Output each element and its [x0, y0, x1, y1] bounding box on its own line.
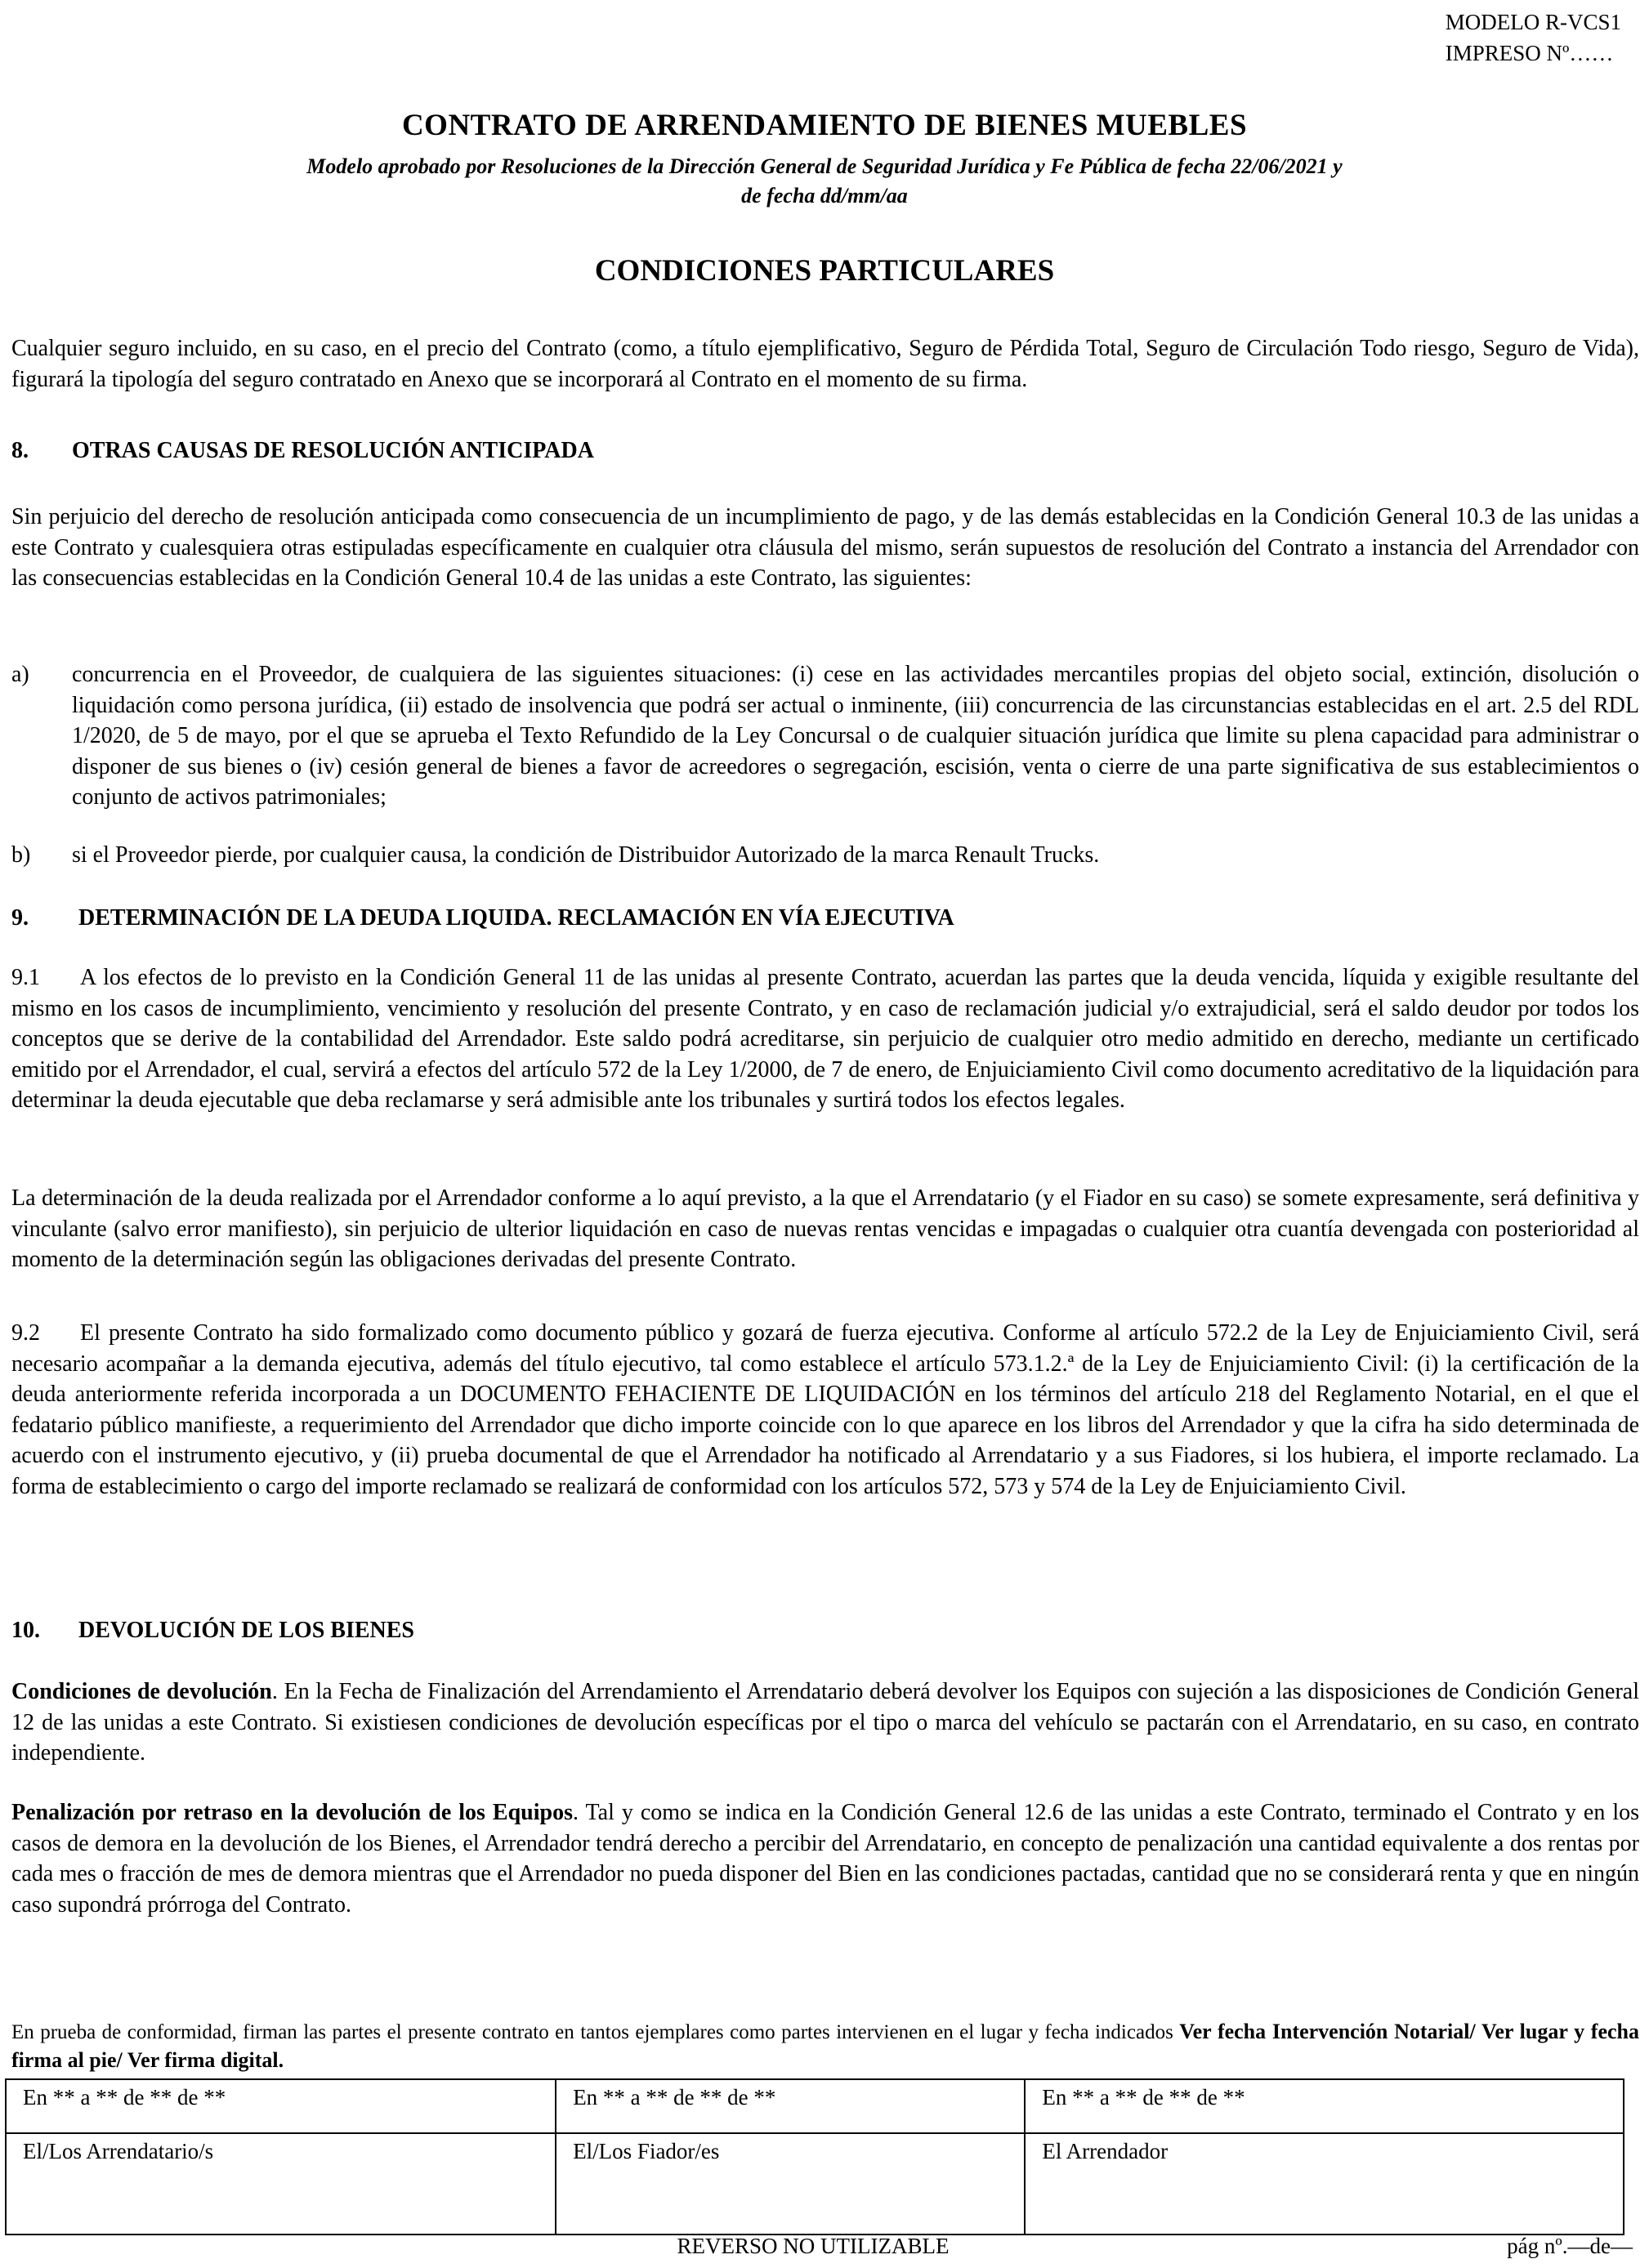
model-code: MODELO R-VCS1: [1445, 10, 1621, 34]
return-conditions-text: . En la Fecha de Finalización del Arrendamiento el Arrendatario deberá devolver los Equipos con sujeción a las disposiciones de Condición General 12 de las unidas a este Contrato. Si existiesen condiciones de devolución específicas por el tipo o marca del vehículo se pactarán con el Arrendatario, en su caso, en contrato independiente.: [11, 1679, 1639, 1766]
page-number: pág nº.—de—: [1507, 2234, 1633, 2258]
section-9-2-number: 9.2: [11, 1320, 40, 1346]
section-8-heading: [11, 438, 594, 464]
document-subtitle: CONDICIONES PARTICULARES: [594, 254, 1055, 288]
print-number: IMPRESO Nº……: [1445, 41, 1614, 65]
section-10-title: DEVOLUCIÓN DE LOS BIENES: [78, 1618, 414, 1643]
signature-intro-text: En prueba de conformidad, firman las partes el presente contrato en tantos ejemplares como partes intervienen en el lugar y fecha indicados: [11, 2021, 1180, 2043]
signature-date-cell-1[interactable]: En ** a ** de ** de **: [6, 2079, 556, 2133]
section-8-number: 8.: [11, 438, 29, 463]
section-9-determination-paragraph: La determinación de la deuda realizada por el Arrendador conforme a lo aquí previsto, a la que el Arrendatario (y el Fiador en su caso) se somete expresamente, será definitiva y vinculante (salvo error manifiesto), sin perjuicio de ulterior liquidación en caso de nuevas rentas vencidas e impagadas o cualquier otra cuantía devengada con posterioridad al momento de la determinación según las obligaciones derivadas del presente Contrato.: [11, 1185, 1639, 1272]
signature-date-cell-3[interactable]: En ** a ** de ** de **: [1025, 2079, 1624, 2133]
insurance-paragraph: Cualquier seguro incluido, en su caso, en el precio del Contrato (como, a título ejemplificativo, Seguro de Pérdida Total, Seguro de Circulación Todo riesgo, Seguro de Vida), figurará la tipología del seguro contratado en Anexo que se incorporará al Contrato en el momento de su firma.: [11, 336, 1639, 392]
section-8-title: OTRAS CAUSAS DE RESOLUCIÓN ANTICIPADA: [72, 438, 594, 463]
section-10-heading: [11, 1618, 414, 1644]
signature-table: [5, 2078, 1624, 2235]
signature-date-row: [6, 2079, 1624, 2133]
approval-note-line-1: Modelo aprobado por Resoluciones de la Dirección General de Seguridad Jurídica y Fe Pública de fecha 22/06/2021 y: [306, 154, 1343, 178]
section-9-title: DETERMINACIÓN DE LA DEUDA LIQUIDA. RECLAMACIÓN EN VÍA EJECUTIVA: [78, 905, 954, 931]
item-a-text: concurrencia en el Proveedor, de cualquiera de las siguientes situaciones: (i) cese en las actividades mercantiles propias del objeto social, extinción, disolución o liquidación como persona jurídica, (ii) estado de insolvencia que podrá ser actual o inminente, (iii) concurrencia de las circunstancias establecidas en el art. 2.5 del RDL 1/2020, de 5 de mayo, por el que se aprueba el Texto Refundido de la Ley Concursal o de cualquier situación jurídica que limite su plena capacidad para administrar o disponer de sus bienes o (iv) cesión general de bienes a favor de acreedores o segregación, escisión, venta o cierre de una parte significativa de sus establecimientos o conjunto de activos patrimoniales;: [72, 662, 1639, 810]
signature-cell-guarantor[interactable]: El/Los Fiador/es: [556, 2133, 1025, 2235]
section-9-2-text: El presente Contrato ha sido formalizado como documento público y gozará de fuerza ejecutiva. Conforme al artículo 572.2 de la Ley de Enjuiciamiento Civil, será necesario acompañar a la demanda ejecutiva, además del título ejecutivo, tal como establece el artículo 573.1.2.ª de la Ley de Enjuiciamiento Civil: (i) la certificación de la deuda anteriormente referida incorporada a un DOCUMENTO FEHACIENTE DE LIQUIDACIÓN en los términos del artículo 218 del Reglamento Notarial, en el que el fedatario público manifieste, a requerimiento del Arrendador que dicho importe coincide con lo que aparece en los libros del Arrendador y que la cifra ha sido determinada de acuerdo con el instrumento ejecutivo, y (ii) prueba documental de que el Arrendador ha notificado al Arrendatario y a sus Fiadores, si los hubiera, el importe reclamado. La forma de establecimiento o cargo del importe reclamado se realizará de conformidad con los artículos 572, 573 y 574 de la Ley de Enjuiciamiento Civil.: [11, 1320, 1639, 1499]
section-9-1-number: 9.1: [11, 965, 40, 990]
section-9-2-paragraph: [11, 1318, 1639, 1502]
section-8-paragraph: Sin perjuicio del derecho de resolución anticipada como consecuencia de un incumplimiento de pago, y de las demás establecidas en la Condición General 10.3 de las unidas a este Contrato y cualesquiera otras estipuladas específicamente en cualquier otra cláusula del mismo, serán supuestos de resolución del Contrato a instancia del Arrendador con las consecuencias establecidas en la Condición General 10.4 de las unidas a este Contrato, las siguientes:: [11, 504, 1639, 591]
late-return-penalty-paragraph: [11, 1797, 1639, 1920]
item-a-marker: a): [11, 662, 29, 687]
approval-note-line-2: de fecha dd/mm/aa: [741, 184, 908, 208]
late-return-penalty-text: . Tal y como se indica en la Condición General 12.6 de las unidas a este Contrato, terminado el Contrato y en los casos de demora en la devolución de los Bienes, el Arrendador tendrá derecho a percibir del Arrendatario, en concepto de penalización una cantidad equivalente a dos rentas por cada mes o fracción de mes de demora mientras que el Arrendador no pueda disponer del Bien en las condiciones pactadas, cantidad que no se considerará renta y que en ningún caso supondrá prórroga del Contrato.: [11, 1800, 1640, 1918]
section-9-1-text: A los efectos de lo previsto en la Condición General 11 de las unidas al presente Contrato, acuerdan las partes que la deuda vencida, líquida y exigible resultante del mismo en los casos de incumplimiento, vencimiento y resolución del presente Contrato, y en caso de reclamación judicial y/o extrajudicial, será el saldo deudor por todos los conceptos que se derive de la contabilidad del Arrendador. Este saldo podrá acreditarse, sin perjuicio de cualquier otro medio admitido en derecho, mediante un certificado emitido por el Arrendador, el cual, servirá a efectos del artículo 572 de la Ley 1/2000, de 7 de enero, de Enjuiciamiento Civil como documento acreditativo de la liquidación para determinar la deuda ejecutable que deba reclamarse y será admisible ante los tribunales y surtirá todos los efectos legales.: [11, 965, 1639, 1113]
item-b-marker: b): [11, 842, 31, 868]
signature-intro-bold: Ver fecha Intervención Notarial/ Ver lugar y fecha firma al pie/ Ver firma digital.: [11, 2020, 1639, 2072]
reverse-not-usable: REVERSO NO UTILIZABLE: [677, 2234, 950, 2258]
section-8-item-a: [11, 659, 1639, 813]
return-conditions-lead: Condiciones de devolución: [11, 1679, 272, 1704]
document-title: CONTRATO DE ARRENDAMIENTO DE BIENES MUEBLES: [401, 109, 1248, 142]
signature-party-row: [6, 2133, 1624, 2235]
signature-date-cell-2[interactable]: En ** a ** de ** de **: [556, 2079, 1025, 2133]
section-10-number: 10.: [11, 1618, 40, 1643]
signature-cell-lessor[interactable]: El Arrendador: [1025, 2133, 1624, 2235]
model-reference: [1446, 7, 1621, 69]
section-9-heading: [11, 905, 954, 931]
item-b-text: si el Proveedor pierde, por cualquier causa, la condición de Distribuidor Autorizado de la marca Renault Trucks.: [72, 842, 1100, 868]
signature-intro: [11, 2018, 1639, 2075]
section-9-1-paragraph: [11, 962, 1639, 1116]
section-8-item-b: [11, 840, 1639, 871]
signature-cell-lessee[interactable]: El/Los Arrendatario/s: [6, 2133, 556, 2235]
return-conditions-paragraph: [11, 1676, 1639, 1769]
section-9-number: 9.: [11, 905, 29, 931]
approval-note: [191, 152, 1458, 211]
late-return-penalty-lead: Penalización por retraso en la devolución de los Equipos: [11, 1800, 573, 1825]
